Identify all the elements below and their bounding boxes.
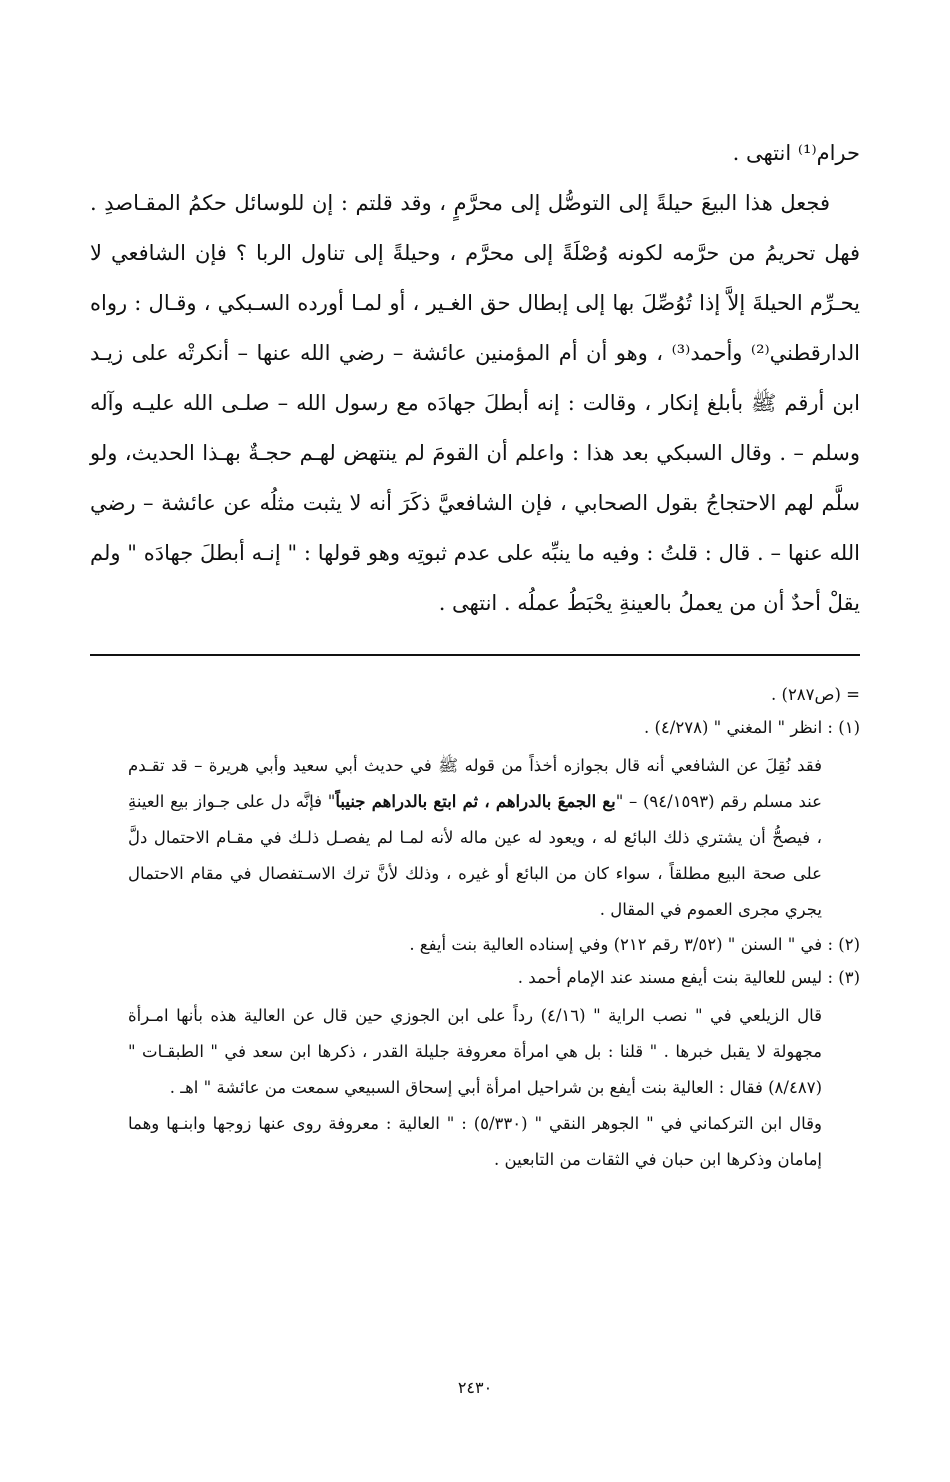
footnote-2: (٢) : في " السنن " (٣/٥٢ رقم ٢١٢) وفي إسناده العالية بنت أيفع . — [409, 935, 860, 954]
footnote-1-commentary — [90, 748, 860, 928]
footnote-1-commentary-part2: " فإنَّه دل على جـواز بيع العينةِ ، فيصحُّ أن يشتري ذلك البائع له ، ويعود له عين ماله لأنه لمـا لم يفصـل ذلـك في مقـام الاحتمال دلَّ على صحة البيع مطلقاً ، سواء كان من البائع أو غيره ، وذلك لأنَّ ترك الاسـتفصال في مقام الاحتمال يجري مجرى العموم في المقال . — [128, 792, 822, 919]
footnote-1-commentary-hadith: بع الجمعَ بالدراهم ، ثم ابتع بالدراهم جنيباً — [335, 792, 616, 811]
page-number: ٢٤٣٠ — [457, 1378, 493, 1397]
footnote-1-commentary-part1: فقد نُقِلَ عن الشافعي أنه قال بجوازه أخذاً من قوله ﷺ في حديث أبي سعيد وأبي هريرة – قد تقـدم عند مسلم رقم (٩٤/١٥٩٣) – " — [128, 756, 822, 811]
footnote-continuation: = (ص٢٨٧) . — [771, 685, 860, 704]
main-text-block — [90, 128, 860, 628]
footnote-divider — [90, 654, 860, 656]
footnote-3-commentary-zaylai: قال الزيلعي في " نصب الراية " (٤/١٦) رداً على ابن الجوزي حين قال عن العالية هذه بأنها امـرأة مجهولة لا يقبل خبرها . " قلنا : بل هي امرأة معروفة جليلة القدر ، ذكرها ابن سعد في " الطبقـات " (٨/٤٨٧) فقال : العالية بنت أيفع بن شراحيل امرأة أبي إسحاق السبيعي سمعت من عائشة " اهـ . — [128, 1006, 823, 1097]
footnote-1: (١) : انظر " المغني " (٤/٢٧٨) . — [643, 718, 860, 737]
footnote-3-commentary-turkmani: وقال ابن التركماني في " الجوهر النقي " (٥/٣٣٠) : " العالية : معروفة روى عنها زوجها وابنـها وهما إمامان وذكرها ابن حبان في الثقات من التابعين . — [128, 1114, 822, 1169]
footnotes-section — [90, 678, 860, 1178]
main-paragraph-opening: حرام⁽¹⁾ انتهى . — [732, 141, 860, 165]
main-paragraph-body: فجعل هذا البيعَ حيلةً إلى التوصُّل إلى محرَّمٍ ، وقد قلتم : إن للوسائل حكمُ المقـاصدِ . فهل تحريمُ من حرَّمه لكونه وُصْلَةً إلى محرَّم ، وحيلةً إلى تناول الربا ؟ فإن الشافعي لا يحـرِّم الحيلةَ إلاَّ إذا تُوُصِّلَ بها إلى إبطال حق الغـير ، أو لمـا أورده السـبكي ، وقـال : رواه الدارقطني⁽²⁾ وأحمد⁽³⁾ ، وهو أن أم المؤمنين عائشة – رضي الله عنها – أنكرتْه على زيـد ابن أرقم ﷺ بأبلغ إنكار ، وقالت : إنه أبطلَ جهادَه مع رسول الله – صلـى الله عليـه وآله وسلم – . وقال السبكي بعد هذا : واعلم أن القومَ لم ينتهض لهـم حجـةٌ بهـذا الحديث، ولو سلَّم لهم الاحتجاجُ بقول الصحابي ، فإن الشافعيَّ ذكَرَ أنه لا يثبت مثلُه عن عائشة – رضي الله عنها – . قال : قلتُ : وفيه ما ينبِّه على عدم ثبوتِه وهو قولها : " إنـه أبطلَ جهادَه " ولم يقلْ أحدٌ أن من يعملُ بالعينةِ يحْبَطُ عملُه . انتهى . — [90, 191, 860, 615]
footnote-3: (٣) : ليس للعالية بنت أيفع مسند عند الإمام أحمد . — [517, 968, 860, 987]
